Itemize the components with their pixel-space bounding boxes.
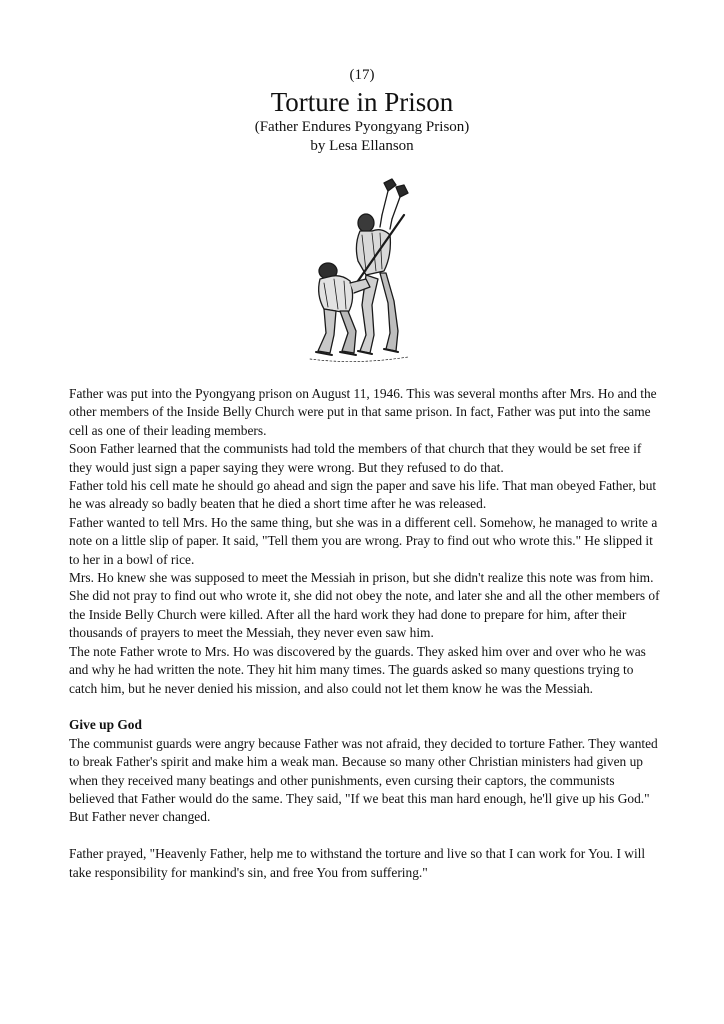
header (0, 66, 724, 156)
paragraph: The note Father wrote to Mrs. Ho was discovered by the guards. They asked him over and over who he was and why he had written the note. They hit him many times. The guards asked so many questions trying to catch him, but he never denied his mission, and also could not let them know he was the Messiah. (69, 643, 646, 696)
paragraph: Father told his cell mate he should go ahead and sign the paper and save his life. That man obeyed Father, but he was already so badly beaten that he died a short time after he was released. (69, 478, 657, 512)
paragraph-spacer (69, 827, 661, 845)
page-subtitle: (Father Endures Pyongyang Prison) (254, 119, 470, 135)
paragraph: Father was put into the Pyongyang prison on August 11, 1946. This was several months after Mrs. Ho and the other members of the Inside Belly Church were put in that same prison. In fact, Father was put into the same cell as one of their leading members. (69, 386, 657, 438)
paragraph: Father wanted to tell Mrs. Ho the same thing, but she was in a different cell. Somehow, he managed to write a note on a little slip of paper. It said, "Tell them you are wrong. Pray to find out who wrote this." He slipped it to her in a bowl of rice. (69, 514, 658, 567)
chapter-number: (17) (349, 67, 375, 83)
section-heading: Give up God (69, 717, 142, 733)
article-body (69, 385, 661, 882)
page-title: Torture in Prison (270, 87, 454, 117)
prisoners-struggle-illustration-icon (296, 175, 426, 370)
paragraph: The communist guards were angry because Father was not afraid, they decided to torture Father. They wanted to break Father's spirit and make him a weak man. Because so many other Christian ministers had given up when they received many beatings and other punishments, even cursing their captors, the communists believed that Father would do the same. They said, "If we beat this man hard enough, he'll give up his God." (69, 735, 658, 806)
paragraph-spacer (69, 698, 661, 716)
closing-paragraph: Father prayed, "Heavenly Father, help me to withstand the torture and live so that I can work for You. I will take responsibility for mankind's sin, and free You from suffering." (69, 846, 646, 880)
author-line: by Lesa Ellanson (310, 138, 414, 154)
paragraph: But Father never changed. (69, 809, 211, 825)
paragraph: Soon Father learned that the communists had told the members of that church that they would be set free if they would just sign a paper saying they were wrong. But they refused to do that. (69, 441, 642, 475)
paragraph: Mrs. Ho knew she was supposed to meet the Messiah in prison, but she didn't realize this note was from him. She did not pray to find out who wrote it, she did not obey the note, and later she and all the other members of the Inside Belly Church were killed. After all the hard work they had done to prepare for him, after their thousands of prayers to meet the Messiah, they never even saw him. (69, 570, 660, 641)
